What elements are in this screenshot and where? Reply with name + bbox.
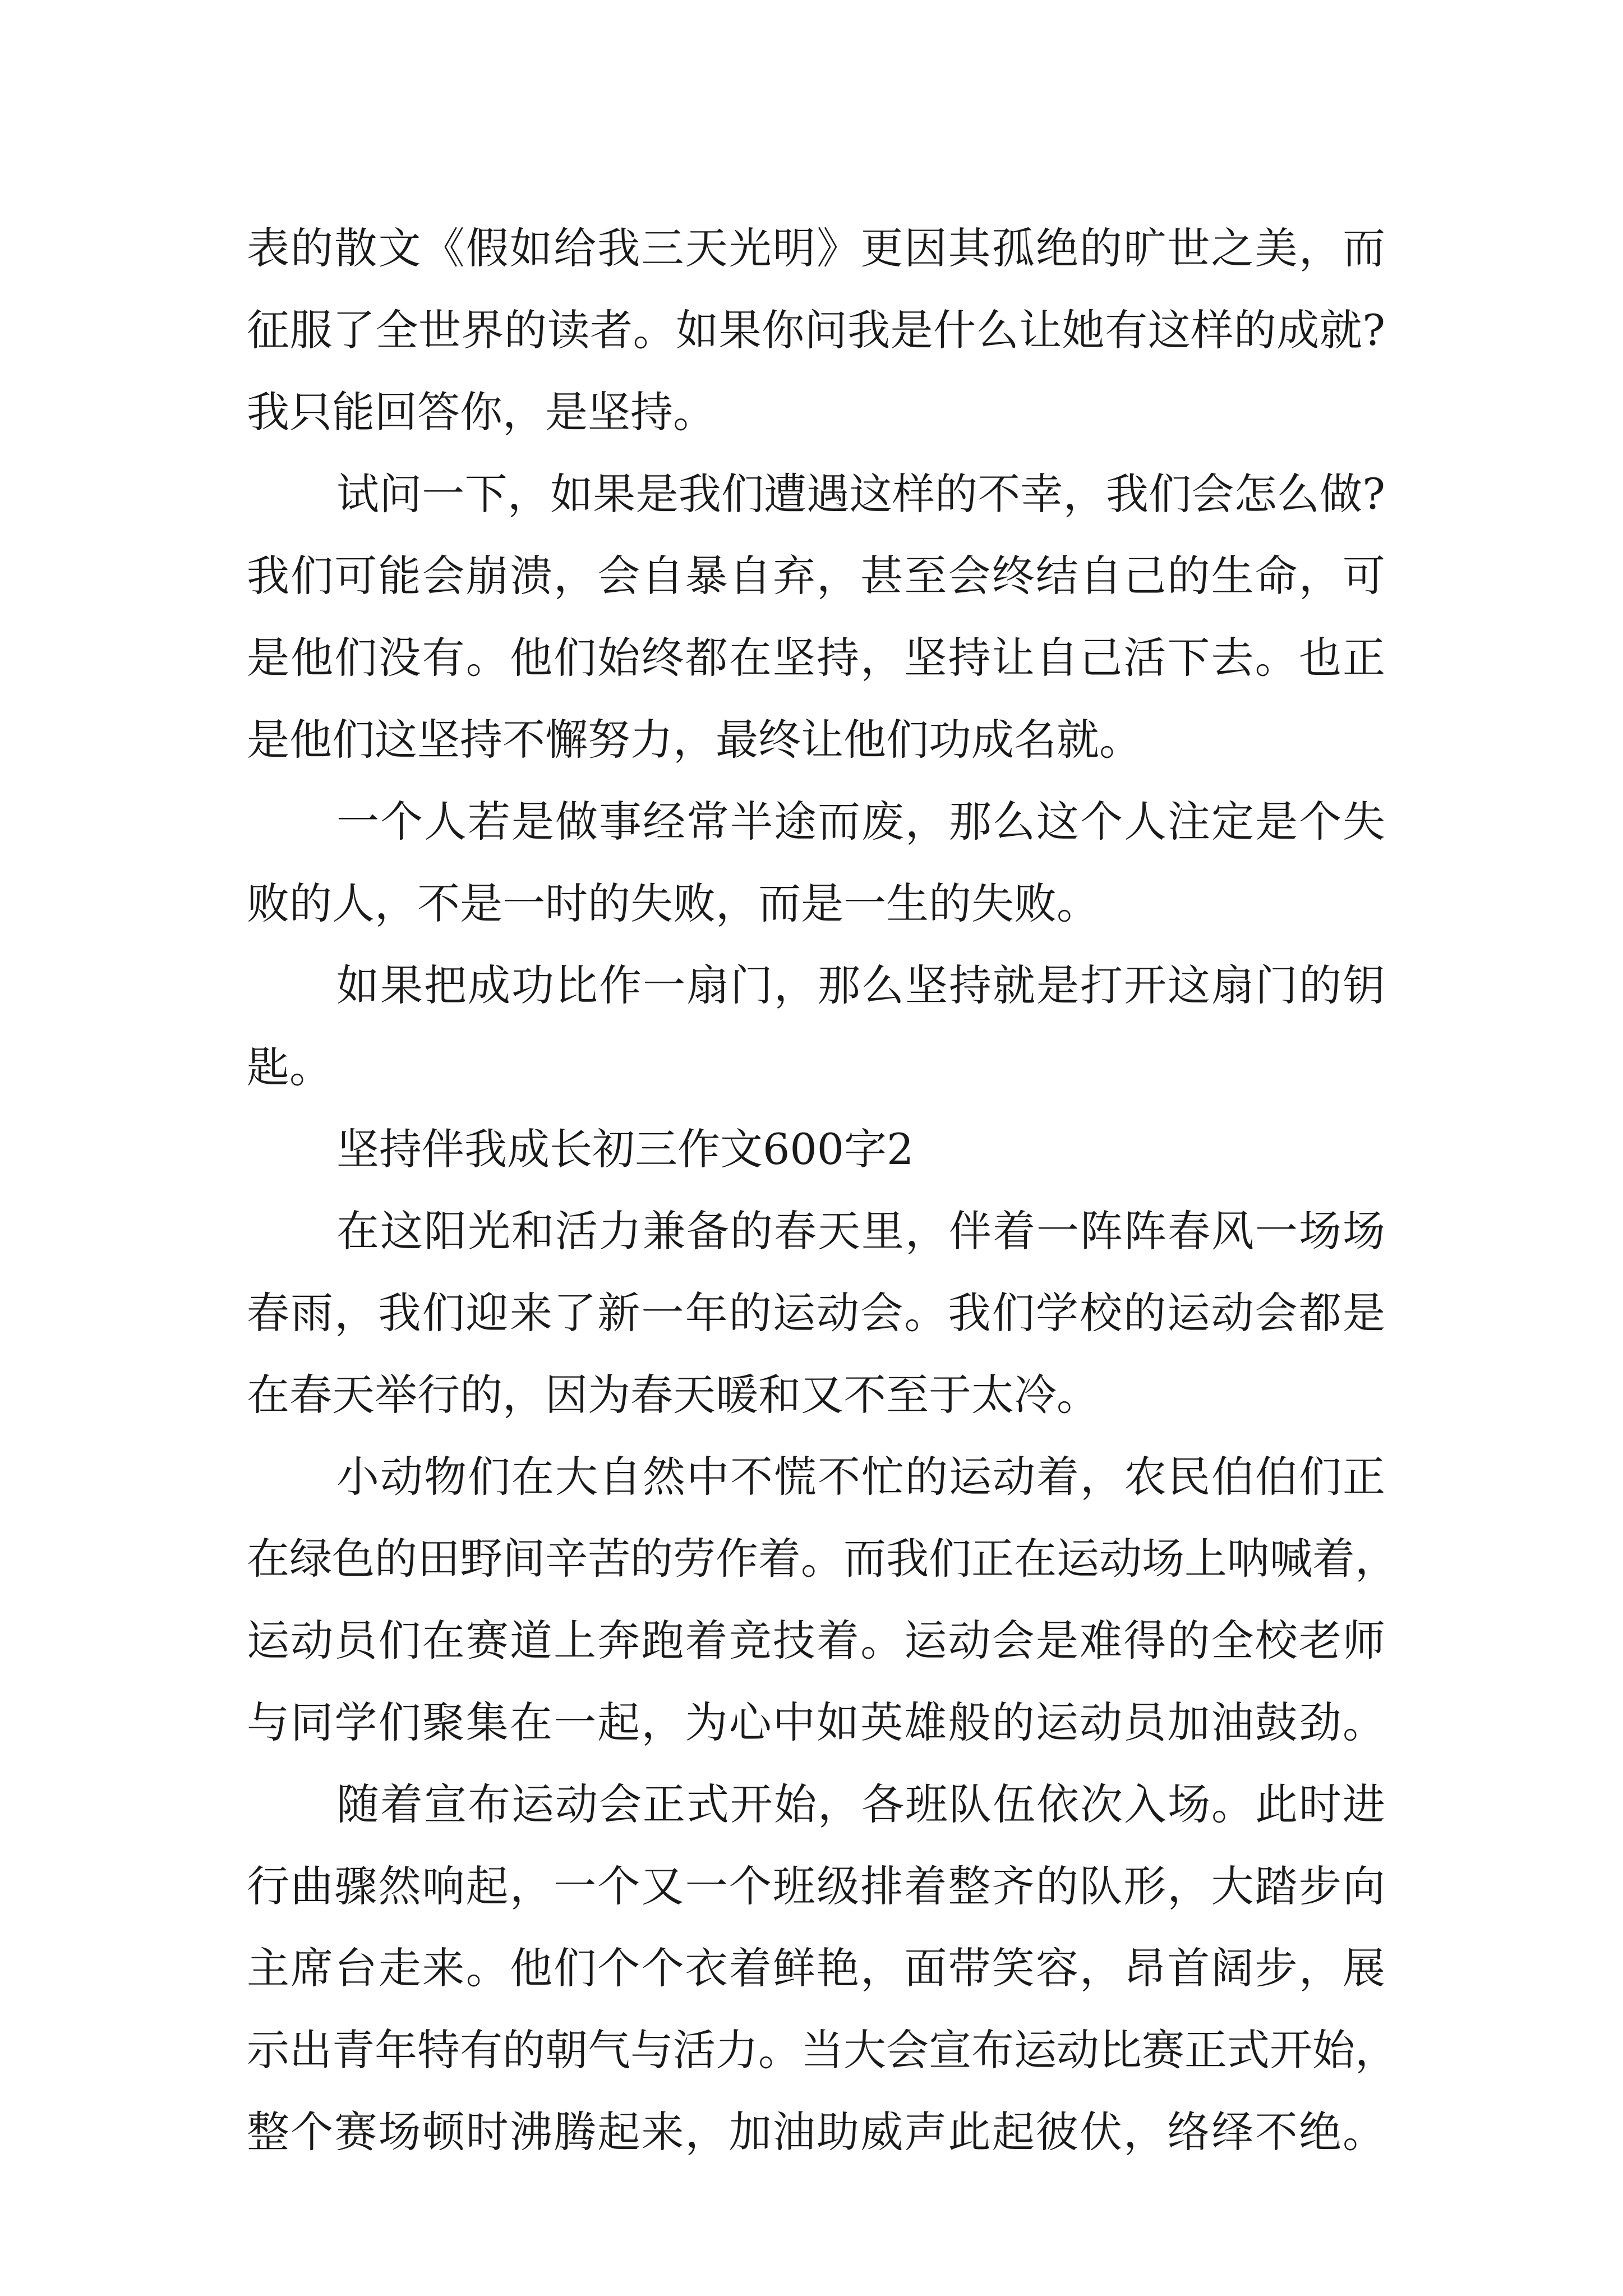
text-line: 运动员们在赛道上奔跑着竞技着。运动会是难得的全校老师 [247, 1616, 1385, 1665]
text-line: 行曲骤然响起，一个又一个班级排着整齐的队形，大踏步向 [247, 1861, 1385, 1911]
text-line: 表的散文《假如给我三天光明》更因其孤绝的旷世之美，而 [247, 223, 1385, 273]
text-line: 示出青年特有的朝气与活力。当大会宣布运动比赛正式开始， [247, 2025, 1398, 2075]
paragraph-first-line: 一个人若是做事经常半途而废，那么这个人注定是个失 [336, 797, 1385, 846]
paragraph-first-line: 小动物们在大自然中不慌不忙的运动着，农民伯伯们正 [336, 1452, 1385, 1502]
text-line: 是他们没有。他们始终都在坚持，坚持让自己活下去。也正 [247, 633, 1385, 683]
text-line: 在春天举行的，因为春天暖和又不至于太冷。 [247, 1370, 1099, 1420]
text-line: 是他们这坚持不懈努力，最终让他们功成名就。 [247, 715, 1142, 765]
text-line: 春雨，我们迎来了新一年的运动会。我们学校的运动会都是 [247, 1288, 1385, 1338]
text-line: 与同学们聚集在一起，为心中如英雄般的运动员加油鼓劲。 [247, 1697, 1385, 1747]
text-line: 主席台走来。他们个个衣着鲜艳，面带笑容，昂首阔步，展 [247, 1943, 1385, 1993]
text-line: 我只能回答你，是坚持。 [247, 387, 716, 437]
essay-body [247, 208, 1398, 2173]
text-line: 征服了全世界的读者。如果你问我是什么让她有这样的成就? [247, 305, 1385, 355]
paragraph-first-line: 试问一下，如果是我们遭遇这样的不幸，我们会怎么做? [336, 469, 1385, 519]
paragraph-first-line: 随着宣布运动会正式开始，各班队伍依次入场。此时进 [336, 1779, 1385, 1829]
paragraph-first-line: 在这阳光和活力兼备的春天里，伴着一阵阵春风一场场 [336, 1206, 1385, 1256]
text-line: 在绿色的田野间辛苦的劳作着。而我们正在运动场上呐喊着， [247, 1534, 1398, 1584]
section-heading: 坚持伴我成长初三作文600字2 [336, 1124, 914, 1174]
text-line: 败的人，不是一时的失败，而是一生的失败。 [247, 878, 1099, 928]
paragraph-first-line: 如果把成功比作一扇门，那么坚持就是打开这扇门的钥 [336, 960, 1385, 1010]
text-line: 整个赛场顿时沸腾起来，加油助威声此起彼伏，络绎不绝。 [247, 2107, 1385, 2157]
text-line: 我们可能会崩溃，会自暴自弃，甚至会终结自己的生命，可 [247, 551, 1385, 601]
text-line: 匙。 [247, 1042, 332, 1092]
